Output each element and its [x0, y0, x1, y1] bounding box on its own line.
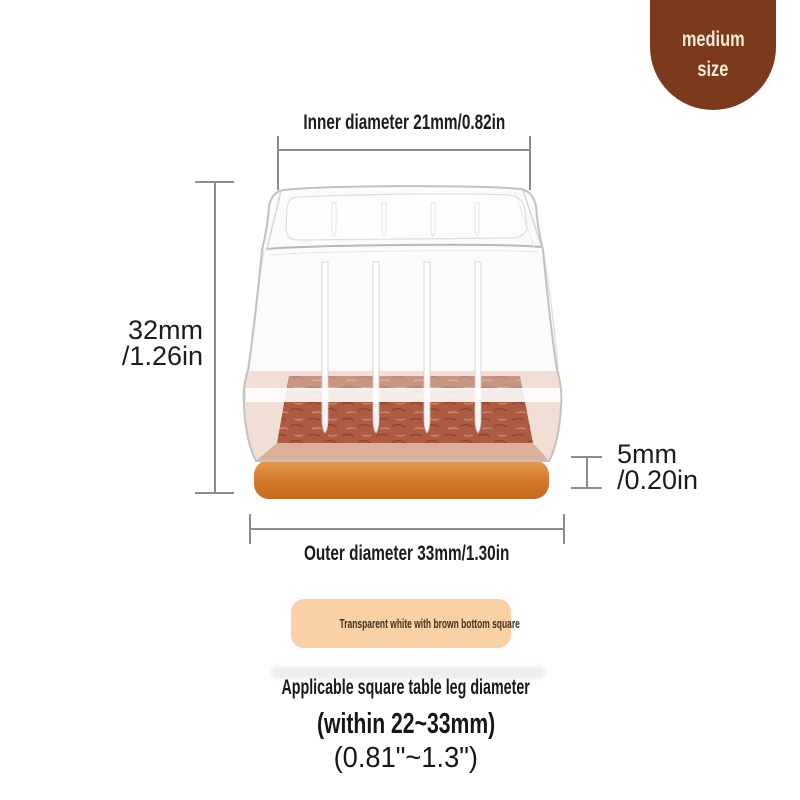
outer-diameter-label: Outer diameter 33mm/1.30in	[304, 542, 510, 565]
product-photo	[230, 178, 570, 503]
height-tick-bottom	[195, 492, 234, 494]
size-badge-line2: size	[697, 58, 729, 81]
height-value-mm: 32mm	[127, 315, 203, 345]
cap-top-face	[286, 194, 527, 240]
felt-value	[617, 441, 698, 493]
size-badge	[650, 0, 776, 110]
outer-diameter-line	[250, 528, 565, 530]
footer-line-2: (within 22~33mm)	[316, 708, 496, 740]
height-tick-top	[195, 181, 234, 183]
felt-value-mm: 5mm	[617, 439, 677, 469]
lower-strip	[256, 443, 549, 461]
outer-diameter-tick-left	[249, 514, 251, 544]
callout-pill	[291, 599, 520, 648]
felt-dimension-line	[586, 457, 588, 488]
size-badge-line1: medium	[681, 28, 745, 51]
footer-line-1: Applicable square table leg diameter	[281, 676, 531, 699]
footer-line-3: (0.81"~1.3")	[333, 742, 479, 774]
inner-diameter-line	[278, 149, 530, 151]
felt-tick-top	[571, 456, 602, 458]
callout-text: Transparent white with brown bottom square	[339, 616, 520, 631]
height-value-in: /1.26in	[121, 341, 203, 371]
felt-pad	[254, 460, 549, 499]
gloss-band	[246, 388, 561, 402]
height-value	[40, 317, 203, 369]
inner-diameter-label: Inner diameter 21mm/0.82in	[303, 111, 505, 134]
outer-diameter-tick-right	[563, 514, 565, 544]
height-dimension-line	[214, 182, 216, 493]
felt-tick-bottom	[571, 487, 602, 489]
felt-value-in: /0.20in	[617, 465, 699, 495]
